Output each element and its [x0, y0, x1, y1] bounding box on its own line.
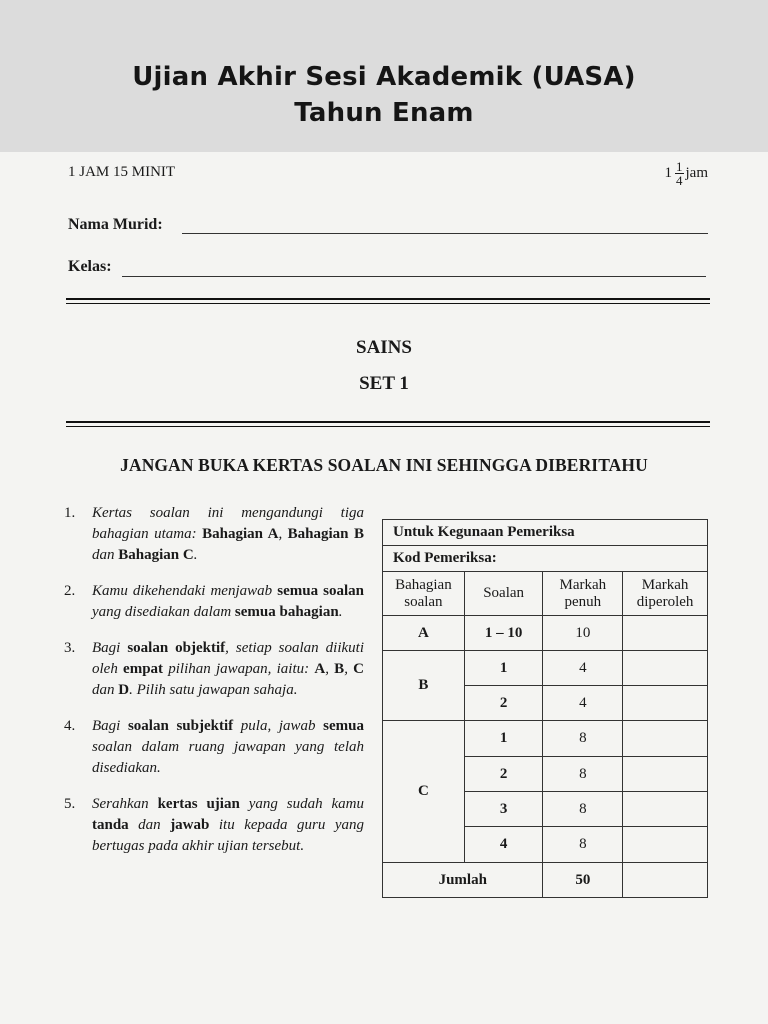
obtained-marks-cell[interactable]: [623, 686, 708, 721]
instruction-text: Kamu dikehendaki menjawab semua soalan yang disediakan dalam semua bahagian.: [92, 583, 364, 620]
table-title: Untuk Kegunaan Pemeriksa: [383, 520, 708, 546]
instruction-item: [64, 581, 364, 623]
divider-top: [66, 298, 710, 304]
instruction-number: 1.: [64, 505, 76, 521]
instruction-text: Serahkan kertas ujian yang sudah kamu tanda dan jawab itu kepada guru yang bertugas pada akhir ujian tersebut.: [92, 796, 364, 854]
instruction-text: Bagi soalan subjektif pula, jawab semua soalan dalam ruang jawapan yang telah disediakan.: [92, 718, 364, 776]
full-marks-cell: 8: [543, 827, 623, 863]
instruction-text: Kertas soalan ini mengandungi tiga bahagian utama: Bahagian A, Bahagian B dan Bahagian C.: [92, 505, 364, 563]
header-obtained-marks: Markah diperoleh: [623, 572, 708, 616]
instruction-item: [64, 503, 364, 566]
table-row: [383, 651, 708, 686]
table-row: [383, 616, 708, 651]
instruction-text: Bagi soalan objektif, setiap soalan diikuti oleh empat pilihan jawapan, iaitu: A, B, C dan D. Pilih satu jawapan sahaja.: [92, 640, 364, 698]
full-marks-cell: 4: [543, 651, 623, 686]
total-obtained-marks[interactable]: [623, 863, 708, 898]
instruction-number: 2.: [64, 583, 76, 599]
fraction: [675, 160, 684, 187]
obtained-marks-cell[interactable]: [623, 721, 708, 757]
student-name-label: Nama Murid:: [68, 216, 163, 233]
full-marks-cell: 8: [543, 721, 623, 757]
total-label: Jumlah: [383, 863, 543, 898]
title-banner: [0, 0, 768, 152]
instructions-list: [64, 503, 364, 872]
question-cell: 1: [464, 651, 543, 686]
instruction-item: [64, 638, 364, 701]
question-cell: 2: [464, 757, 543, 792]
section-a: A: [383, 616, 465, 651]
instruction-number: 3.: [64, 640, 76, 656]
section-b: B: [383, 651, 465, 721]
instruction-number: 5.: [64, 796, 76, 812]
warning-notice: JANGAN BUKA KERTAS SOALAN INI SEHINGGA DIBERITAHU: [120, 455, 648, 475]
duration-unit: jam: [685, 165, 708, 181]
fraction-numerator: 1: [676, 159, 683, 174]
obtained-marks-cell[interactable]: [623, 827, 708, 863]
total-full-marks: 50: [543, 863, 623, 898]
obtained-marks-cell[interactable]: [623, 651, 708, 686]
obtained-marks-cell[interactable]: [623, 792, 708, 827]
examiner-table: [382, 519, 708, 898]
header-question: Soalan: [464, 572, 543, 616]
obtained-marks-cell[interactable]: [623, 616, 708, 651]
duration-text: 1 JAM 15 MINIT: [68, 164, 176, 180]
examiner-code[interactable]: Kod Pemeriksa:: [383, 546, 708, 572]
section-c: C: [383, 721, 465, 863]
student-name-line[interactable]: [182, 233, 708, 234]
full-marks-cell: 8: [543, 757, 623, 792]
divider-bottom: [66, 421, 710, 427]
class-label: Kelas:: [68, 258, 112, 275]
instruction-item: [64, 716, 364, 779]
obtained-marks-cell[interactable]: [623, 757, 708, 792]
table-total-row: [383, 863, 708, 898]
subject-name: SAINS: [356, 337, 412, 358]
instruction-number: 4.: [64, 718, 76, 734]
full-marks-cell: 4: [543, 686, 623, 721]
header-full-marks: Markah penuh: [543, 572, 623, 616]
subject-set: SET 1: [359, 373, 409, 394]
question-cell: 2: [464, 686, 543, 721]
class-line[interactable]: [122, 276, 706, 277]
table-row: [383, 721, 708, 757]
fraction-denominator: 4: [676, 173, 683, 188]
instruction-item: [64, 794, 364, 857]
question-cell: 1 – 10: [464, 616, 543, 651]
question-cell: 1: [464, 721, 543, 757]
header-section: Bahagian soalan: [383, 572, 465, 616]
duration-fraction: [665, 160, 709, 187]
full-marks-cell: 10: [543, 616, 623, 651]
question-cell: 4: [464, 827, 543, 863]
exam-year: Tahun Enam: [294, 98, 474, 128]
duration-whole: 1: [664, 165, 672, 181]
question-cell: 3: [464, 792, 543, 827]
full-marks-cell: 8: [543, 792, 623, 827]
exam-title: Ujian Akhir Sesi Akademik (UASA): [132, 62, 636, 92]
